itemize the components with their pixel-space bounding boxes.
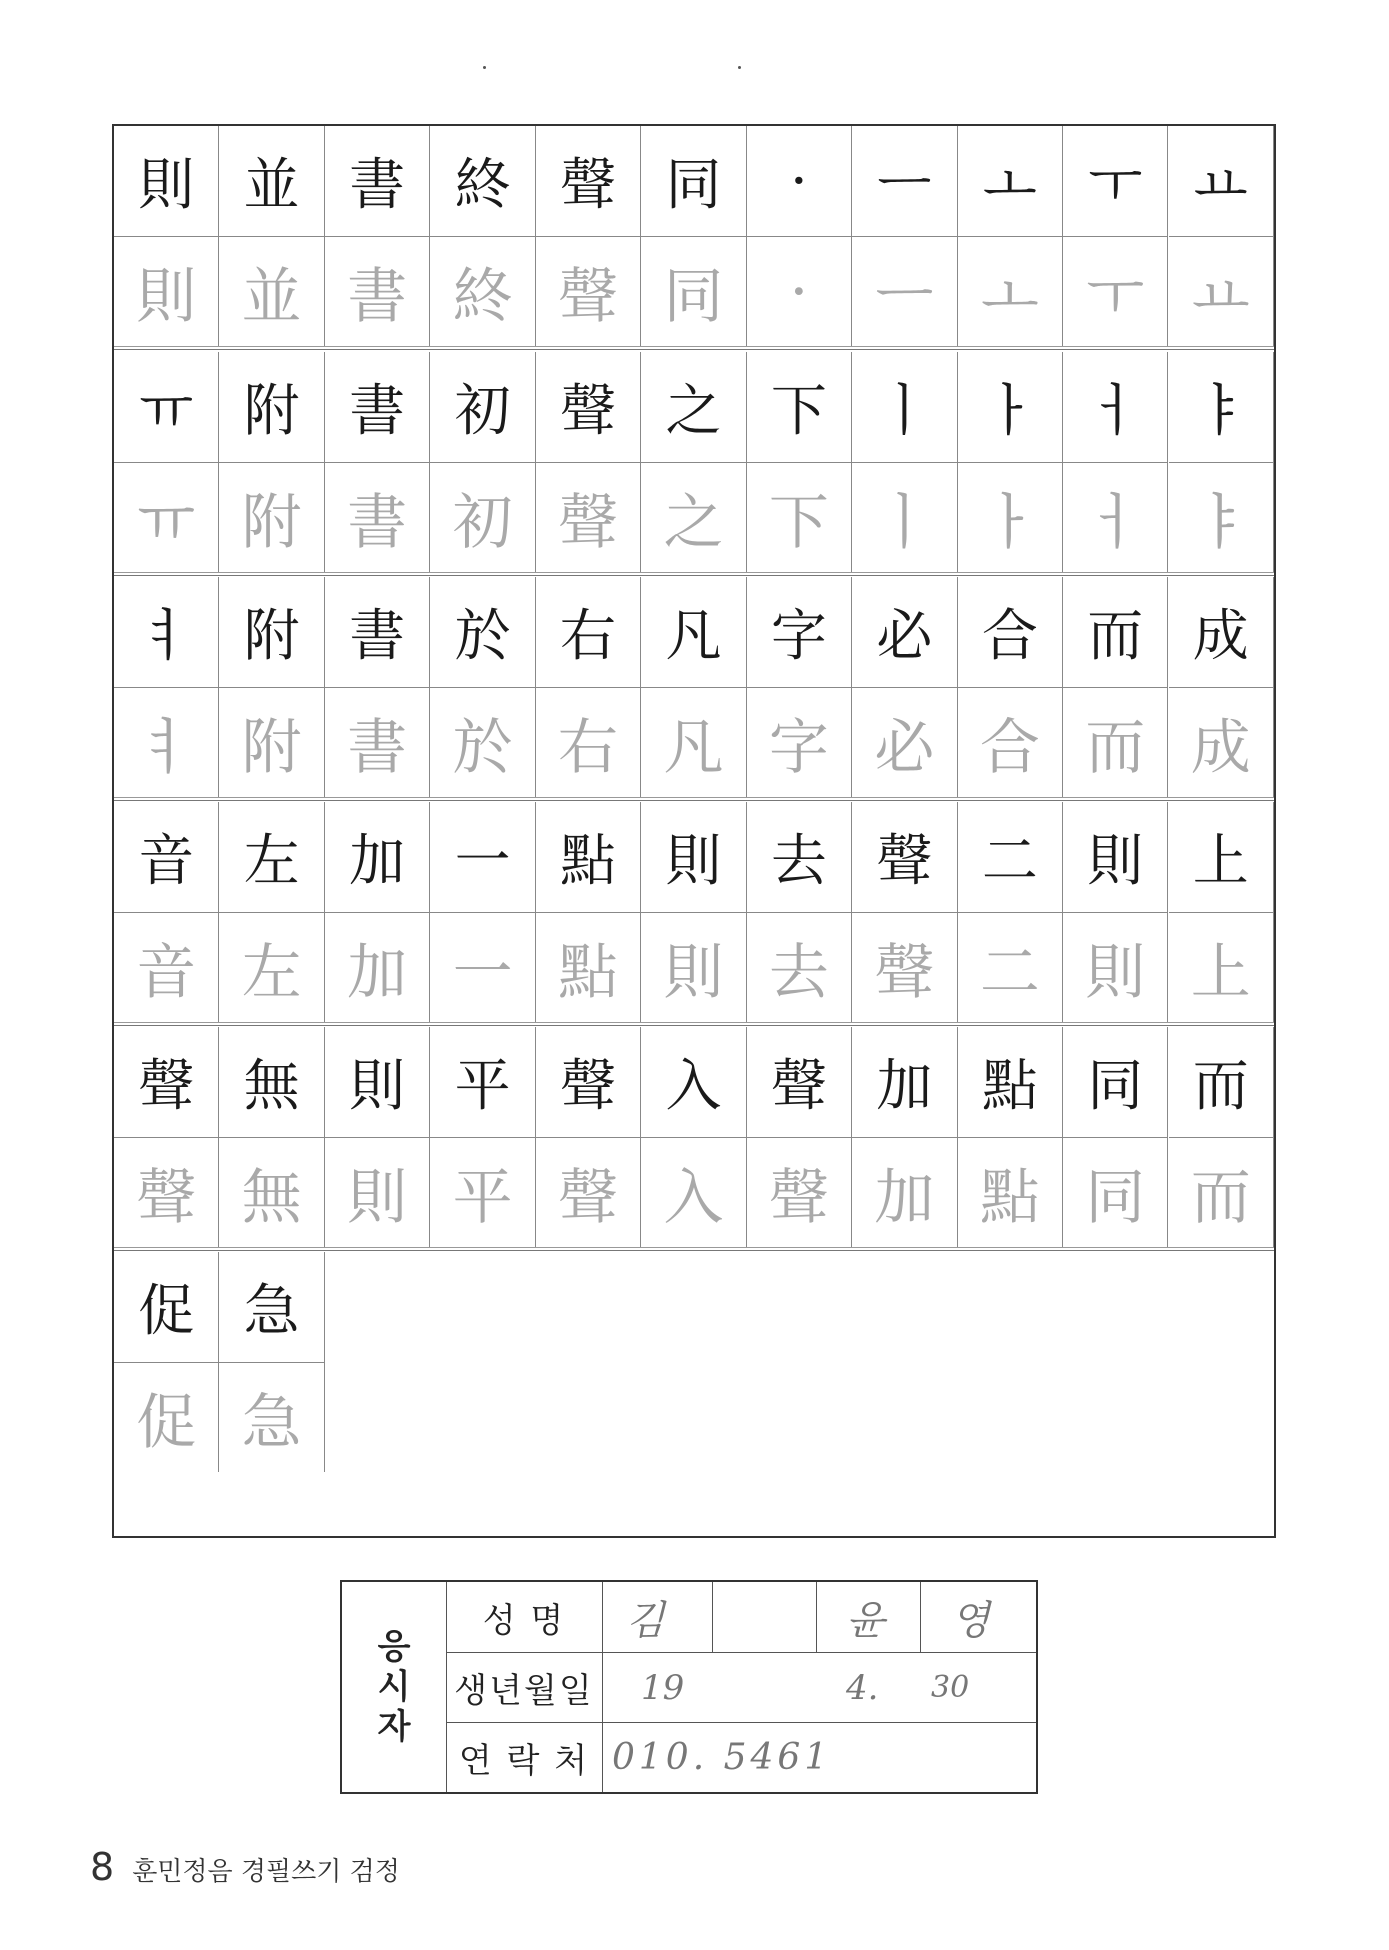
traced-character: 聲 (747, 1137, 852, 1247)
model-character: 聲 (852, 802, 957, 912)
traced-character: 上 (1169, 912, 1274, 1022)
model-character: 平 (430, 1027, 535, 1137)
contact-label: 연 락 처 (446, 1723, 603, 1792)
page-footer (90, 1845, 400, 1889)
model-character: 終 (430, 126, 535, 236)
traced-character: 則 (641, 912, 746, 1022)
traced-character: 合 (958, 687, 1063, 797)
traced-character: 音 (114, 912, 219, 1022)
name-value: 영 (951, 1597, 990, 1644)
row-separator (114, 346, 1274, 351)
scan-mark (483, 66, 486, 69)
model-character: 下 (747, 352, 852, 462)
applicant-label-char: 응 (377, 1627, 411, 1667)
model-character: 促 (114, 1252, 219, 1362)
name-divider (712, 1582, 713, 1652)
model-character: ㅜ (1063, 126, 1168, 236)
model-character: 聲 (536, 1027, 641, 1137)
model-character: 音 (114, 802, 219, 912)
traced-character: ㅏ (958, 462, 1063, 572)
character-row (114, 802, 1274, 1026)
model-character: ㅡ (852, 126, 957, 236)
model-character: ㅕ (114, 577, 219, 687)
traced-character: 之 (641, 462, 746, 572)
writing-grid (112, 124, 1276, 1538)
model-character: ㅠ (114, 352, 219, 462)
model-character: 上 (1169, 802, 1274, 912)
traced-character: 同 (1063, 1137, 1168, 1247)
traced-character: 附 (219, 462, 324, 572)
traced-character: 並 (219, 236, 324, 346)
traced-character: · (747, 236, 852, 346)
name-divider (816, 1582, 817, 1652)
model-character: 同 (1063, 1027, 1168, 1137)
model-character: 並 (219, 126, 324, 236)
traced-character: 而 (1169, 1137, 1274, 1247)
traced-character: ㅡ (852, 236, 957, 346)
traced-character: 聲 (852, 912, 957, 1022)
character-row (114, 577, 1274, 801)
traced-character: 聲 (536, 236, 641, 346)
model-character: 點 (536, 802, 641, 912)
model-character: 同 (641, 126, 746, 236)
model-character: 右 (536, 577, 641, 687)
model-character: 入 (641, 1027, 746, 1137)
model-character: 必 (852, 577, 957, 687)
traced-character: 必 (852, 687, 957, 797)
traced-character: 下 (747, 462, 852, 572)
traced-character: 左 (219, 912, 324, 1022)
birth-row (446, 1652, 1036, 1722)
model-character: 之 (641, 352, 746, 462)
model-character: 點 (958, 1027, 1063, 1137)
traced-character: 點 (958, 1137, 1063, 1247)
model-character: 則 (1063, 802, 1168, 912)
traced-character: 二 (958, 912, 1063, 1022)
model-character: 則 (114, 126, 219, 236)
birth-value: 4. (846, 1667, 879, 1708)
model-character: 而 (1063, 577, 1168, 687)
traced-character: 點 (536, 912, 641, 1022)
model-character: 書 (325, 577, 430, 687)
model-character: 加 (852, 1027, 957, 1137)
traced-character: 一 (430, 912, 535, 1022)
model-character: ㅓ (1063, 352, 1168, 462)
name-divider (920, 1582, 921, 1652)
applicant-info-box (340, 1580, 1038, 1794)
character-row (114, 1027, 1274, 1251)
birth-label: 생년월일 (446, 1653, 603, 1722)
model-character: ㅣ (852, 352, 957, 462)
model-character: 初 (430, 352, 535, 462)
traced-character: ㅜ (1063, 236, 1168, 346)
traced-character: 則 (325, 1137, 430, 1247)
model-character: 而 (1169, 1027, 1274, 1137)
character-row (114, 126, 1274, 350)
traced-character: 書 (325, 687, 430, 797)
traced-character: 同 (641, 236, 746, 346)
traced-character: 而 (1063, 687, 1168, 797)
model-character: 附 (219, 577, 324, 687)
name-value: 윤 (846, 1597, 885, 1644)
applicant-section-label (342, 1582, 447, 1792)
traced-character: ㅗ (958, 236, 1063, 346)
applicant-label-char: 시 (377, 1667, 411, 1707)
model-character: 成 (1169, 577, 1274, 687)
traced-character: 加 (852, 1137, 957, 1247)
model-character: 無 (219, 1027, 324, 1137)
traced-character: ㅛ (1169, 236, 1274, 346)
model-character: 則 (325, 1027, 430, 1137)
model-character: 二 (958, 802, 1063, 912)
traced-character: ㅑ (1169, 462, 1274, 572)
traced-character: 成 (1169, 687, 1274, 797)
model-character: 附 (219, 352, 324, 462)
traced-character: ㅠ (114, 462, 219, 572)
footer-title: 훈민정음 경필쓰기 검정 (132, 1857, 400, 1887)
model-character: 書 (325, 352, 430, 462)
applicant-label-char: 자 (377, 1707, 411, 1747)
model-character: 去 (747, 802, 852, 912)
traced-character: 則 (1063, 912, 1168, 1022)
model-character: 凡 (641, 577, 746, 687)
character-row (114, 352, 1274, 576)
model-character: 加 (325, 802, 430, 912)
contact-value: 010. 5461 (612, 1737, 832, 1778)
character-row (114, 1252, 1274, 1472)
traced-character: 聲 (536, 1137, 641, 1247)
traced-character: ㅣ (852, 462, 957, 572)
traced-character: 初 (430, 462, 535, 572)
model-character: ㅛ (1169, 126, 1274, 236)
model-character: · (747, 126, 852, 236)
traced-character: 則 (114, 236, 219, 346)
birth-value: 19 (641, 1667, 685, 1708)
name-row (446, 1582, 1036, 1652)
traced-character: 終 (430, 236, 535, 346)
traced-character: 無 (219, 1137, 324, 1247)
scan-mark (738, 66, 741, 69)
name-value: 김 (626, 1597, 665, 1644)
traced-character: ㅓ (1063, 462, 1168, 572)
traced-character: 去 (747, 912, 852, 1022)
model-character: 一 (430, 802, 535, 912)
traced-character: 右 (536, 687, 641, 797)
model-character: 於 (430, 577, 535, 687)
traced-character: 附 (219, 687, 324, 797)
traced-character: 於 (430, 687, 535, 797)
traced-character: 聲 (114, 1137, 219, 1247)
model-character: 書 (325, 126, 430, 236)
page-number: 8 (90, 1845, 115, 1889)
model-character: 聲 (747, 1027, 852, 1137)
traced-character: 平 (430, 1137, 535, 1247)
model-character: 合 (958, 577, 1063, 687)
model-character: 聲 (536, 352, 641, 462)
traced-character: 凡 (641, 687, 746, 797)
model-character: ㅗ (958, 126, 1063, 236)
traced-character: 書 (325, 236, 430, 346)
traced-character: 聲 (536, 462, 641, 572)
birth-value: 30 (931, 1670, 970, 1705)
traced-character: 入 (641, 1137, 746, 1247)
name-label: 성 명 (446, 1582, 603, 1652)
model-character: 急 (219, 1252, 324, 1362)
model-character: 字 (747, 577, 852, 687)
traced-character: 書 (325, 462, 430, 572)
model-character: 聲 (114, 1027, 219, 1137)
model-character: 則 (641, 802, 746, 912)
traced-character: 促 (114, 1362, 219, 1472)
traced-character: ㅕ (114, 687, 219, 797)
traced-character: 急 (219, 1362, 324, 1472)
model-character: 左 (219, 802, 324, 912)
model-character: 聲 (536, 126, 641, 236)
contact-row (446, 1722, 1036, 1792)
model-character: ㅑ (1169, 352, 1274, 462)
traced-character: 字 (747, 687, 852, 797)
traced-character: 加 (325, 912, 430, 1022)
model-character: ㅏ (958, 352, 1063, 462)
